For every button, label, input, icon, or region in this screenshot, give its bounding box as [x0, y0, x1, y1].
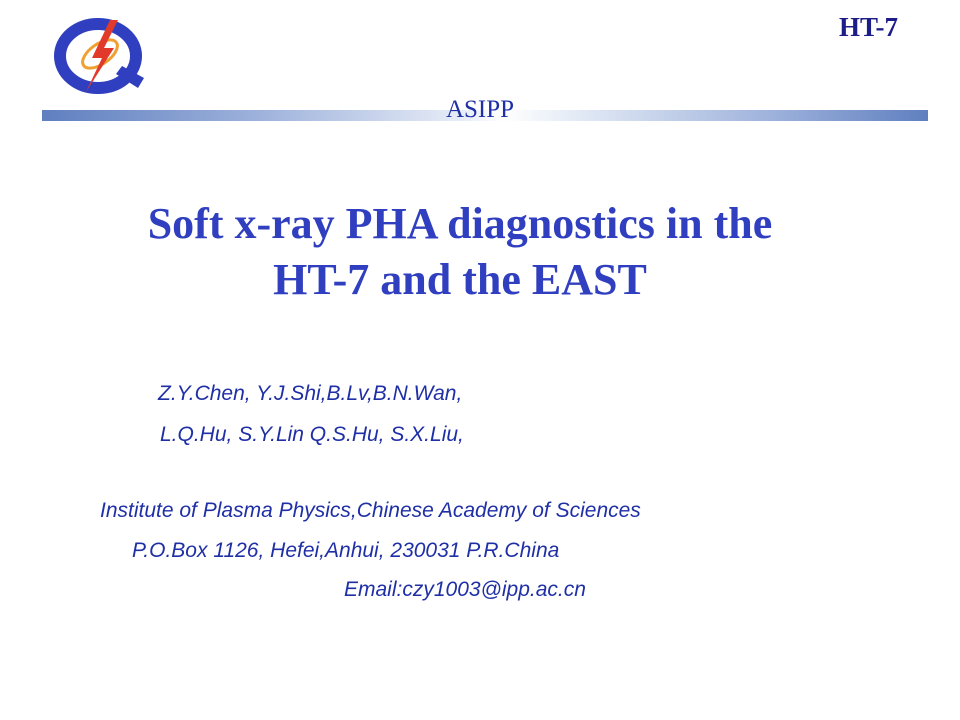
corner-tag: HT-7 — [838, 12, 898, 42]
postal-address: P.O.Box 1126, Hefei,Anhui, 230031 P.R.China — [132, 539, 560, 562]
authors-line-2: L.Q.Hu, S.Y.Lin Q.S.Hu, S.X.Liu, — [160, 423, 464, 446]
slide-title — [40, 196, 880, 308]
contact-email: Email:czy1003@ipp.ac.cn — [344, 578, 586, 601]
title-line-2: HT-7 and the EAST — [273, 255, 647, 304]
institute-name: Institute of Plasma Physics,Chinese Academy of Sciences — [100, 499, 641, 522]
org-label: ASIPP — [445, 96, 515, 123]
authors-line-1: Z.Y.Chen, Y.J.Shi,B.Lv,B.N.Wan, — [158, 382, 463, 405]
asipp-logo-icon — [52, 14, 152, 96]
title-line-1: Soft x-ray PHA diagnostics in the — [147, 199, 773, 248]
